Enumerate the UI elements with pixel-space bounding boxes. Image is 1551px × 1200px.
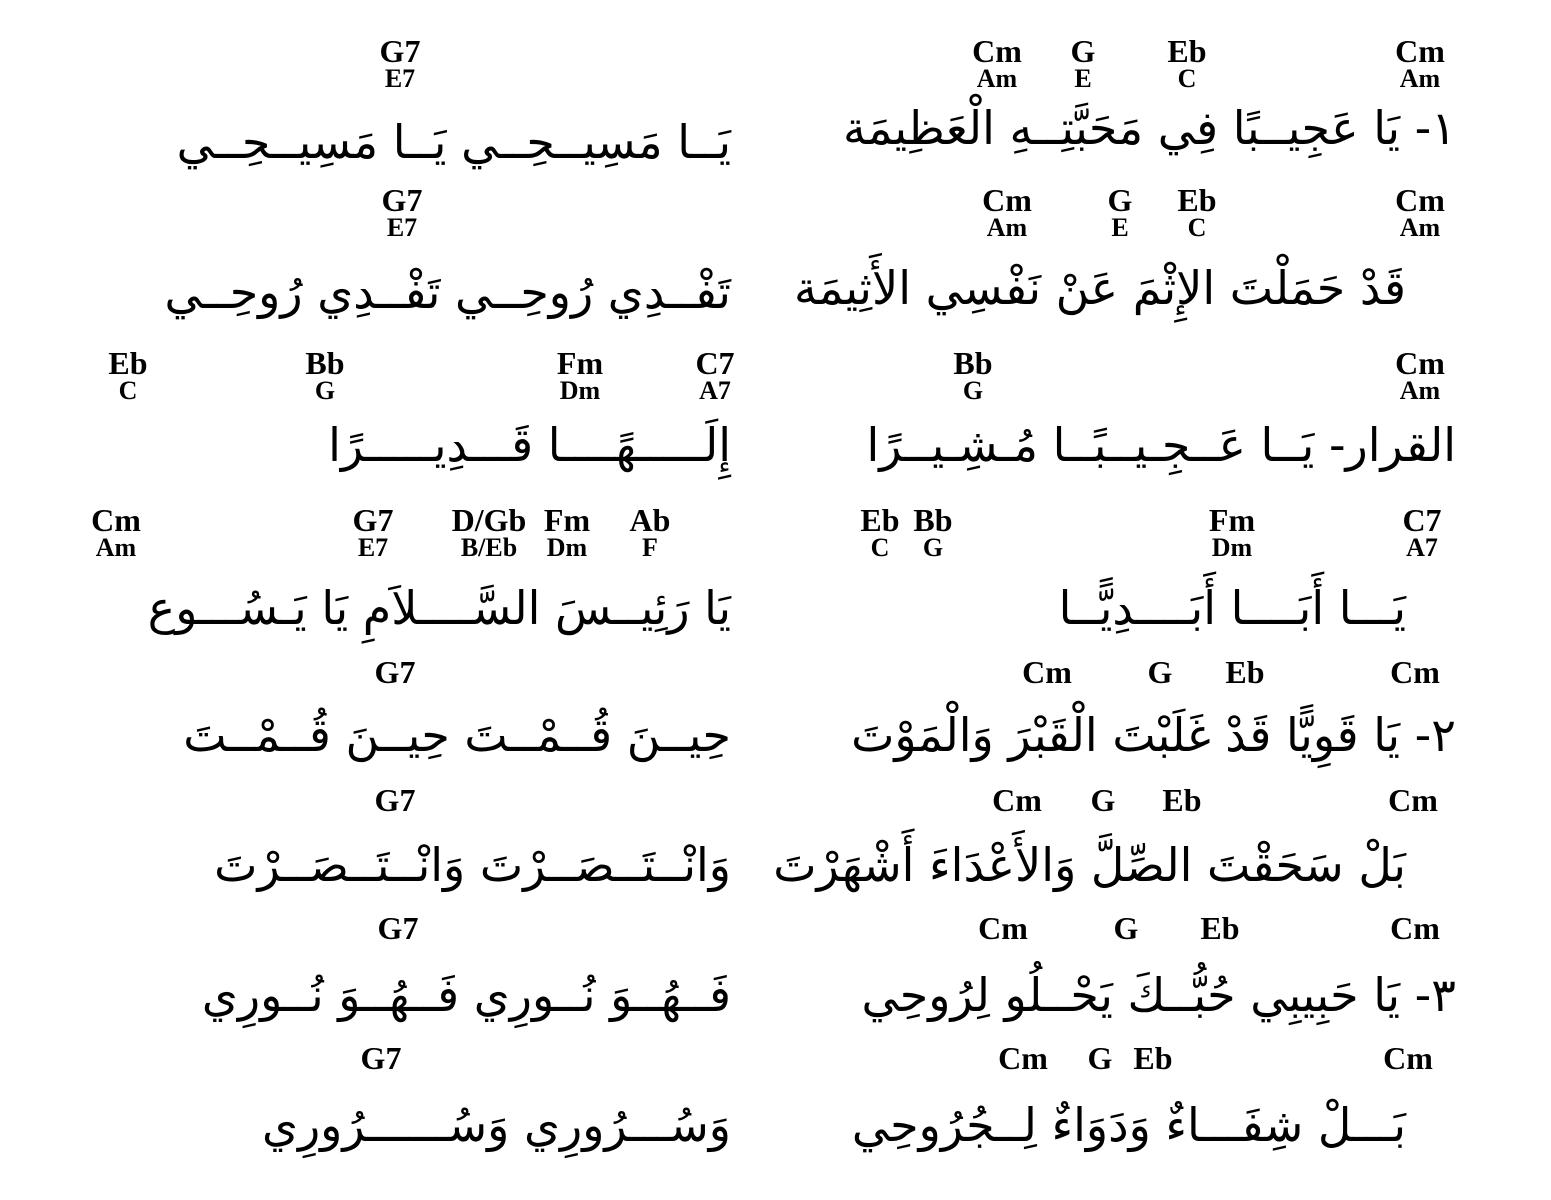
lyric-refrain: القرار- يَــا عَــجِـيــبًــا مُـشِـيــرًا bbox=[866, 418, 1456, 472]
chord: G bbox=[1113, 910, 1139, 946]
lyric-verse: بَلْ سَحَقْتَ الصِّلَّ وَالأَعْدَاءَ أَشْهَرْتَ bbox=[773, 838, 1406, 892]
chord: G7 bbox=[377, 910, 419, 946]
chord: G E bbox=[1070, 33, 1096, 93]
lyric-response: وَسُـــرُورِي وَسُــــــرُورِي bbox=[261, 1098, 731, 1152]
chord: C7 A7 bbox=[695, 345, 735, 405]
lyric-verse: ١- يَا عَجِيــبًا فِي مَحَبَّتِــهِ الْعَظِيمَة bbox=[842, 101, 1456, 155]
chord: G E bbox=[1107, 182, 1133, 242]
chord: Eb bbox=[1225, 654, 1265, 690]
chord: Cm bbox=[1390, 654, 1440, 690]
chord: Fm Dm bbox=[1208, 502, 1256, 562]
chord: Eb bbox=[1200, 910, 1240, 946]
chord: Ab F bbox=[629, 502, 671, 562]
chord: G7 bbox=[360, 1040, 402, 1076]
chord: G7 E7 bbox=[352, 502, 394, 562]
lyric-verse: قَدْ حَمَلْتَ الإِثْمَ عَنْ نَفْسِي الأَثِيمَة bbox=[794, 261, 1406, 315]
chord: D/Gb B/Eb bbox=[451, 502, 527, 562]
chord: Eb C bbox=[860, 502, 900, 562]
chord: Eb C bbox=[1167, 33, 1207, 93]
chord: Eb C bbox=[108, 345, 148, 405]
chord: G bbox=[1147, 654, 1173, 690]
chord: Bb G bbox=[953, 345, 993, 405]
lyric-verse: بَـــلْ شِفَـــاءٌ وَدَوَاءٌ لِــجُرُوحِي bbox=[851, 1098, 1406, 1152]
chord: Cm bbox=[1383, 1040, 1433, 1076]
chord: G7 E7 bbox=[379, 33, 421, 93]
lyric-refrain: يَـــا أَبَــــا أَبَــــدِيًّــا bbox=[1058, 581, 1406, 635]
chord: Cm bbox=[992, 782, 1042, 818]
chord: G7 bbox=[374, 782, 416, 818]
lyric-response: تَفْــدِي رُوحِــي تَفْــدِي رُوحِــي bbox=[164, 265, 731, 319]
chord: G bbox=[1090, 782, 1116, 818]
chord: Fm Dm bbox=[543, 502, 591, 562]
lyric-verse: ٣- يَا حَبِيبِي حُبُّــكَ يَحْــلُو لِرُوحِي bbox=[861, 968, 1456, 1022]
chord: Bb G bbox=[913, 502, 953, 562]
lyric-verse: ٢- يَا قَوِيًّا قَدْ غَلَبْتَ الْقَبْرَ وَالْمَوْتَ bbox=[851, 708, 1456, 762]
chord: Cm Am bbox=[982, 182, 1032, 242]
chord: G7 bbox=[374, 654, 416, 690]
chord: Cm Am bbox=[1395, 182, 1445, 242]
chord: Cm bbox=[1388, 782, 1438, 818]
chord: Cm bbox=[1022, 654, 1072, 690]
chord: G7 E7 bbox=[381, 182, 423, 242]
chord: Eb bbox=[1133, 1040, 1173, 1076]
lyric-response: فَــهُــوَ نُــورِي فَــهُــوَ نُــورِي bbox=[201, 968, 731, 1022]
chord: Fm Dm bbox=[556, 345, 604, 405]
lyric-response: يَا رَئِيــسَ السَّــــلاَمِ يَا يَـسُـــوع bbox=[147, 581, 731, 635]
chord: Cm bbox=[998, 1040, 1048, 1076]
chord: Bb G bbox=[305, 345, 345, 405]
chord: Eb C bbox=[1177, 182, 1217, 242]
chord: Cm bbox=[1390, 910, 1440, 946]
lyric-response: وَانْــتَــصَــرْتَ وَانْــتَــصَــرْتَ bbox=[214, 838, 731, 892]
chord: G bbox=[1087, 1040, 1113, 1076]
lyric-response: إِلَـــــهًــــا قَـــدِيـــــرًا bbox=[328, 418, 731, 472]
chord: Eb bbox=[1162, 782, 1202, 818]
lyric-response: يَــا مَسِيــحِــي يَــا مَسِيــحِــي bbox=[176, 115, 731, 169]
chord: Cm Am bbox=[972, 33, 1022, 93]
chord: Cm bbox=[978, 910, 1028, 946]
chord: Cm Am bbox=[91, 502, 141, 562]
chord: Cm Am bbox=[1395, 33, 1445, 93]
lyric-response: حِيــنَ قُــمْــتَ حِيــنَ قُــمْــتَ bbox=[183, 708, 731, 762]
chord: C7 A7 bbox=[1402, 502, 1442, 562]
chord: Cm Am bbox=[1395, 345, 1445, 405]
